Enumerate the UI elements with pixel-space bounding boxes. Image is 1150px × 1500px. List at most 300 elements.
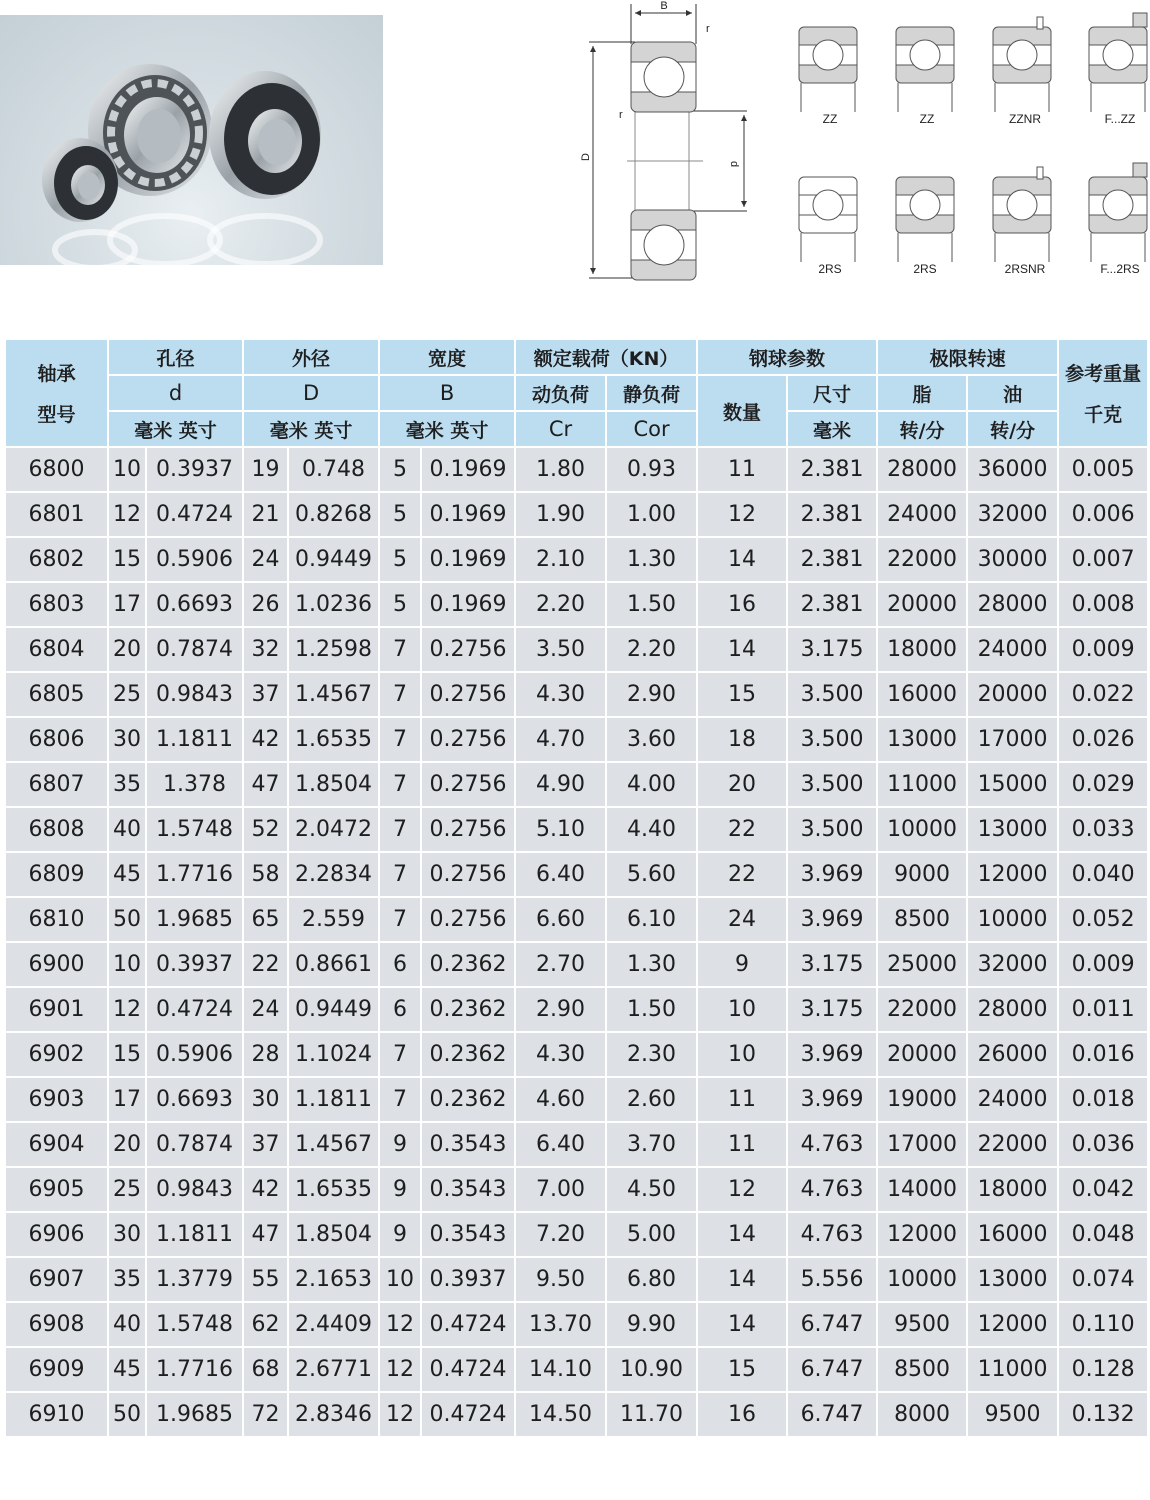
cell-bore-mm: 12 [108,492,146,537]
cell-static-load: 1.00 [606,492,697,537]
cell-ball-size: 2.381 [787,447,877,492]
dim-label-b: B [660,0,668,12]
cell-outer-in: 0.8661 [288,942,379,987]
cell-outer-mm: 52 [243,807,288,852]
cell-outer-mm: 22 [243,942,288,987]
seal-label-zznr: ZZNR [1009,112,1041,126]
cell-outer-mm: 21 [243,492,288,537]
cell-bore-in: 1.7716 [146,852,243,897]
cell-grease-speed: 22000 [877,987,967,1032]
cell-weight: 0.029 [1058,762,1148,807]
cell-weight: 0.132 [1058,1392,1148,1437]
cell-oil-speed: 10000 [967,897,1058,942]
cell-weight: 0.048 [1058,1212,1148,1257]
cell-bore-mm: 40 [108,807,146,852]
cell-static-load: 11.70 [606,1392,697,1437]
seal-type-grid [799,13,1147,262]
cell-ball-qty: 11 [697,1077,787,1122]
cell-width-mm: 7 [379,1032,421,1077]
cell-oil-speed: 12000 [967,1302,1058,1347]
cell-ball-qty: 12 [697,1167,787,1212]
cell-grease-speed: 13000 [877,717,967,762]
cell-outer-in: 1.4567 [288,1122,379,1167]
cell-dynamic-load: 9.50 [515,1257,606,1302]
cell-dynamic-load: 4.30 [515,1032,606,1077]
cell-width-in: 0.2362 [421,1077,515,1122]
cell-outer-in: 0.748 [288,447,379,492]
cell-bore-in: 0.9843 [146,1167,243,1212]
cell-grease-speed: 11000 [877,762,967,807]
bearing-dimension-diagram [575,0,1150,290]
cell-ball-size: 3.175 [787,942,877,987]
cell-width-mm: 12 [379,1392,421,1437]
cell-weight: 0.033 [1058,807,1148,852]
cell-weight: 0.018 [1058,1077,1148,1122]
cell-weight: 0.008 [1058,582,1148,627]
cell-ball-qty: 22 [697,852,787,897]
cell-model: 6904 [5,1122,108,1167]
cell-ball-qty: 22 [697,807,787,852]
cell-grease-speed: 9000 [877,852,967,897]
cell-dynamic-load: 4.70 [515,717,606,762]
cell-bore-in: 0.3937 [146,447,243,492]
seal-label-zz-2: ZZ [919,112,935,126]
header-width-units: 毫米 英寸 [379,411,515,447]
cell-bore-mm: 20 [108,1122,146,1167]
header-oil-unit: 转/分 [967,411,1058,447]
cell-bore-mm: 17 [108,582,146,627]
cell-width-in: 0.2362 [421,1032,515,1077]
cell-model: 6909 [5,1347,108,1392]
cell-width-mm: 7 [379,627,421,672]
cell-outer-in: 1.1024 [288,1032,379,1077]
cell-model: 6806 [5,717,108,762]
cell-static-load: 6.80 [606,1257,697,1302]
cell-ball-qty: 11 [697,447,787,492]
cell-width-in: 0.4724 [421,1347,515,1392]
cell-outer-mm: 58 [243,852,288,897]
cell-width-mm: 6 [379,987,421,1032]
cell-outer-in: 1.0236 [288,582,379,627]
cell-dynamic-load: 5.10 [515,807,606,852]
cell-dynamic-load: 6.40 [515,852,606,897]
cell-width-in: 0.1969 [421,537,515,582]
header-weight-label: 参考重量 [1065,363,1142,385]
cell-model: 6804 [5,627,108,672]
cell-ball-size: 4.763 [787,1212,877,1257]
cell-width-mm: 7 [379,1077,421,1122]
cell-oil-speed: 12000 [967,852,1058,897]
cell-dynamic-load: 1.80 [515,447,606,492]
dim-label-outer-d: D [580,153,592,161]
cell-outer-in: 2.1653 [288,1257,379,1302]
cell-bore-mm: 12 [108,987,146,1032]
table-row [5,1122,1148,1167]
cell-static-load: 1.30 [606,942,697,987]
cell-width-in: 0.2756 [421,852,515,897]
cell-weight: 0.128 [1058,1347,1148,1392]
cell-width-mm: 7 [379,897,421,942]
header-outer: 外径 [243,339,379,375]
cell-width-mm: 5 [379,537,421,582]
cell-bore-in: 0.7874 [146,1122,243,1167]
cell-bore-mm: 45 [108,1347,146,1392]
cell-weight: 0.005 [1058,447,1148,492]
table-row [5,1077,1148,1122]
cell-ball-qty: 11 [697,1122,787,1167]
cell-outer-in: 1.6535 [288,717,379,762]
table-row [5,672,1148,717]
cell-bore-mm: 25 [108,1167,146,1212]
cell-width-mm: 7 [379,762,421,807]
cell-width-in: 0.2756 [421,672,515,717]
cell-oil-speed: 9500 [967,1392,1058,1437]
cell-bore-mm: 30 [108,717,146,762]
cell-grease-speed: 16000 [877,672,967,717]
cell-static-load: 2.60 [606,1077,697,1122]
cell-width-mm: 12 [379,1347,421,1392]
cell-dynamic-load: 2.20 [515,582,606,627]
header-weight-unit: 千克 [1084,404,1123,426]
cell-bore-in: 0.5906 [146,537,243,582]
table-row [5,987,1148,1032]
cell-dynamic-load: 14.50 [515,1392,606,1437]
cell-outer-in: 1.2598 [288,627,379,672]
cell-weight: 0.042 [1058,1167,1148,1212]
cell-ball-qty: 14 [697,1212,787,1257]
cell-bore-in: 1.5748 [146,1302,243,1347]
cell-bore-in: 1.1811 [146,1212,243,1257]
header-model-line2: 型号 [37,404,76,426]
cell-outer-mm: 47 [243,762,288,807]
cell-outer-in: 0.8268 [288,492,379,537]
table-row [5,492,1148,537]
cell-outer-mm: 42 [243,1167,288,1212]
cell-width-mm: 5 [379,492,421,537]
cell-ball-size: 3.500 [787,762,877,807]
cell-model: 6902 [5,1032,108,1077]
cell-width-in: 0.2362 [421,987,515,1032]
table-row [5,717,1148,762]
cell-dynamic-load: 6.40 [515,1122,606,1167]
seal-label-f-2rs: F...2RS [1100,262,1140,276]
header-width: 宽度 [379,339,515,375]
cell-dynamic-load: 7.00 [515,1167,606,1212]
cell-outer-mm: 65 [243,897,288,942]
cell-oil-speed: 17000 [967,717,1058,762]
cell-grease-speed: 20000 [877,1032,967,1077]
cell-dynamic-load: 14.10 [515,1347,606,1392]
header-grease: 脂 [877,375,967,411]
cell-dynamic-load: 4.90 [515,762,606,807]
cell-outer-in: 2.559 [288,897,379,942]
cell-width-in: 0.3543 [421,1167,515,1212]
header-width-sym: B [379,375,515,411]
cell-grease-speed: 20000 [877,582,967,627]
header-ball-qty: 数量 [697,375,787,447]
cell-outer-mm: 37 [243,1122,288,1167]
table-row [5,1257,1148,1302]
seal-label-zz-1: ZZ [822,112,838,126]
cell-grease-speed: 24000 [877,492,967,537]
cell-grease-speed: 14000 [877,1167,967,1212]
cell-outer-mm: 30 [243,1077,288,1122]
cell-grease-speed: 25000 [877,942,967,987]
cell-bore-in: 0.7874 [146,627,243,672]
cell-grease-speed: 12000 [877,1212,967,1257]
cell-ball-size: 3.175 [787,627,877,672]
cell-ball-size: 3.500 [787,717,877,762]
cell-outer-mm: 19 [243,447,288,492]
cell-model: 6906 [5,1212,108,1257]
cell-weight: 0.026 [1058,717,1148,762]
cell-weight: 0.036 [1058,1122,1148,1167]
cell-outer-mm: 42 [243,717,288,762]
cell-ball-qty: 18 [697,717,787,762]
cell-outer-mm: 24 [243,537,288,582]
cell-outer-in: 1.4567 [288,672,379,717]
table-row [5,1347,1148,1392]
cell-ball-size: 3.500 [787,672,877,717]
cell-width-in: 0.2756 [421,717,515,762]
cell-model: 6901 [5,987,108,1032]
cell-grease-speed: 19000 [877,1077,967,1122]
cell-grease-speed: 17000 [877,1122,967,1167]
cell-ball-qty: 20 [697,762,787,807]
cell-static-load: 5.60 [606,852,697,897]
cell-outer-in: 1.8504 [288,1212,379,1257]
cell-weight: 0.016 [1058,1032,1148,1077]
cell-model: 6802 [5,537,108,582]
cell-ball-size: 3.500 [787,807,877,852]
cell-ball-qty: 16 [697,1392,787,1437]
cell-grease-speed: 8000 [877,1392,967,1437]
cell-width-in: 0.1969 [421,447,515,492]
cell-bore-in: 0.4724 [146,492,243,537]
cell-outer-in: 2.2834 [288,852,379,897]
cell-bore-in: 1.7716 [146,1347,243,1392]
cell-static-load: 2.90 [606,672,697,717]
cell-width-in: 0.4724 [421,1392,515,1437]
cell-outer-mm: 37 [243,672,288,717]
bearings-illustration [0,15,383,265]
cell-outer-mm: 28 [243,1032,288,1077]
cell-bore-in: 0.6693 [146,582,243,627]
cell-weight: 0.110 [1058,1302,1148,1347]
cell-weight: 0.040 [1058,852,1148,897]
cell-width-in: 0.3937 [421,1257,515,1302]
header-static-sym: Cor [606,411,697,447]
cell-weight: 0.074 [1058,1257,1148,1302]
table-row [5,447,1148,492]
cell-outer-mm: 72 [243,1392,288,1437]
cell-outer-in: 0.9449 [288,537,379,582]
cell-ball-size: 6.747 [787,1347,877,1392]
cell-static-load: 3.70 [606,1122,697,1167]
cell-width-in: 0.3543 [421,1212,515,1257]
header-dynamic-sym: Cr [515,411,606,447]
cell-static-load: 6.10 [606,897,697,942]
cell-static-load: 0.93 [606,447,697,492]
cell-bore-mm: 17 [108,1077,146,1122]
cell-oil-speed: 32000 [967,942,1058,987]
cell-oil-speed: 13000 [967,807,1058,852]
cell-width-in: 0.2362 [421,942,515,987]
cell-bore-mm: 50 [108,1392,146,1437]
cell-dynamic-load: 4.60 [515,1077,606,1122]
dim-label-r-left: r [619,109,623,121]
cell-outer-in: 1.8504 [288,762,379,807]
cell-static-load: 2.20 [606,627,697,672]
cell-model: 6900 [5,942,108,987]
cell-model: 6905 [5,1167,108,1212]
cell-static-load: 9.90 [606,1302,697,1347]
table-row [5,627,1148,672]
table-row [5,762,1148,807]
table-row [5,1212,1148,1257]
cell-static-load: 5.00 [606,1212,697,1257]
cell-ball-size: 3.175 [787,987,877,1032]
table-row [5,852,1148,897]
cell-bore-mm: 40 [108,1302,146,1347]
cell-outer-mm: 68 [243,1347,288,1392]
cell-ball-size: 3.969 [787,897,877,942]
cell-oil-speed: 26000 [967,1032,1058,1077]
header-bore: 孔径 [108,339,243,375]
cell-width-in: 0.2756 [421,762,515,807]
cell-ball-qty: 15 [697,1347,787,1392]
table-row [5,537,1148,582]
cell-outer-mm: 32 [243,627,288,672]
bearing-spec-table [4,338,1149,1438]
table-row [5,1167,1148,1212]
cell-width-mm: 9 [379,1122,421,1167]
cell-grease-speed: 8500 [877,1347,967,1392]
cell-outer-in: 2.8346 [288,1392,379,1437]
cell-ball-qty: 24 [697,897,787,942]
header-outer-sym: D [243,375,379,411]
cell-oil-speed: 28000 [967,582,1058,627]
cell-ball-qty: 14 [697,1302,787,1347]
cell-bore-in: 0.3937 [146,942,243,987]
cell-outer-in: 1.1811 [288,1077,379,1122]
cell-grease-speed: 10000 [877,807,967,852]
cell-weight: 0.007 [1058,537,1148,582]
cell-oil-speed: 24000 [967,1077,1058,1122]
cell-model: 6910 [5,1392,108,1437]
cell-model: 6810 [5,897,108,942]
cell-weight: 0.009 [1058,942,1148,987]
cell-grease-speed: 18000 [877,627,967,672]
cell-grease-speed: 28000 [877,447,967,492]
cell-oil-speed: 22000 [967,1122,1058,1167]
header-model-line1: 轴承 [37,363,76,385]
cell-model: 6903 [5,1077,108,1122]
header-static: 静负荷 [606,375,697,411]
cell-outer-mm: 26 [243,582,288,627]
cell-bore-mm: 10 [108,447,146,492]
cell-static-load: 4.40 [606,807,697,852]
cell-oil-speed: 24000 [967,627,1058,672]
cell-model: 6805 [5,672,108,717]
cell-model: 6907 [5,1257,108,1302]
cell-width-mm: 5 [379,447,421,492]
cell-width-in: 0.2756 [421,627,515,672]
cell-outer-in: 2.0472 [288,807,379,852]
cell-bore-in: 1.9685 [146,897,243,942]
cell-width-in: 0.2756 [421,897,515,942]
cell-dynamic-load: 1.90 [515,492,606,537]
cell-static-load: 10.90 [606,1347,697,1392]
cell-width-in: 0.1969 [421,492,515,537]
cell-static-load: 1.50 [606,987,697,1032]
cell-width-mm: 7 [379,672,421,717]
cell-ball-size: 4.763 [787,1167,877,1212]
cell-bore-mm: 20 [108,627,146,672]
cell-model: 6808 [5,807,108,852]
table-row [5,942,1148,987]
cell-outer-in: 2.6771 [288,1347,379,1392]
cell-static-load: 1.50 [606,582,697,627]
cell-oil-speed: 11000 [967,1347,1058,1392]
cell-static-load: 4.50 [606,1167,697,1212]
cell-oil-speed: 15000 [967,762,1058,807]
cell-outer-mm: 47 [243,1212,288,1257]
header-grease-unit: 转/分 [877,411,967,447]
cell-dynamic-load: 13.70 [515,1302,606,1347]
cell-bore-in: 1.5748 [146,807,243,852]
cell-grease-speed: 9500 [877,1302,967,1347]
cell-dynamic-load: 2.70 [515,942,606,987]
cell-ball-size: 3.969 [787,852,877,897]
cell-oil-speed: 36000 [967,447,1058,492]
cell-dynamic-load: 3.50 [515,627,606,672]
header-ball-size: 尺寸 [787,375,877,411]
table-row [5,807,1148,852]
cell-ball-qty: 9 [697,942,787,987]
table-body [5,447,1148,1437]
cell-dynamic-load: 2.10 [515,537,606,582]
cell-width-mm: 12 [379,1302,421,1347]
cell-ball-size: 3.969 [787,1032,877,1077]
dim-label-bore-d: d [728,161,740,168]
cell-oil-speed: 18000 [967,1167,1058,1212]
table-row [5,1302,1148,1347]
header-oil: 油 [967,375,1058,411]
header-model [5,339,108,447]
cell-bore-mm: 35 [108,762,146,807]
cell-width-mm: 7 [379,807,421,852]
cell-bore-in: 0.5906 [146,1032,243,1077]
cell-ball-qty: 14 [697,537,787,582]
table-header [5,339,1148,447]
cell-bore-in: 1.3779 [146,1257,243,1302]
table-row [5,582,1148,627]
cell-bore-mm: 15 [108,1032,146,1077]
cell-weight: 0.009 [1058,627,1148,672]
header-weight [1058,339,1148,447]
cell-oil-speed: 20000 [967,672,1058,717]
cell-oil-speed: 30000 [967,537,1058,582]
header-dynamic: 动负荷 [515,375,606,411]
cell-ball-size: 2.381 [787,492,877,537]
cell-grease-speed: 10000 [877,1257,967,1302]
cell-model: 6800 [5,447,108,492]
cell-width-mm: 10 [379,1257,421,1302]
cell-outer-mm: 24 [243,987,288,1032]
header-ball-size-unit: 毫米 [787,411,877,447]
table-row [5,897,1148,942]
